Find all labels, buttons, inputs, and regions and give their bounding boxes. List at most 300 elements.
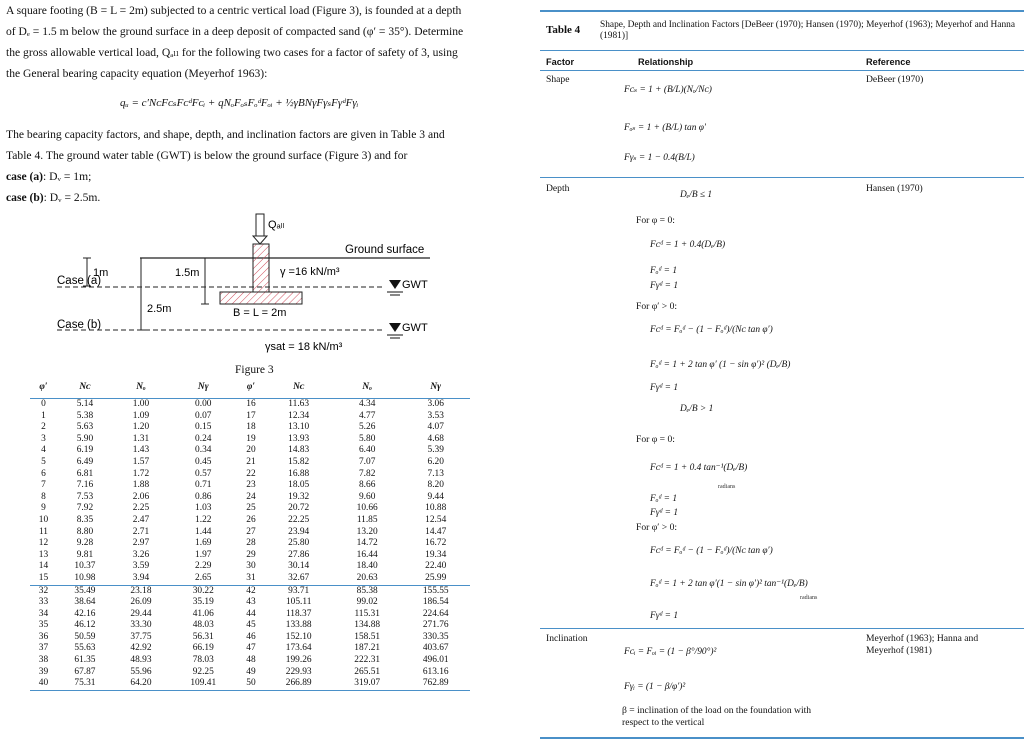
gamma-sat-label: γsat = 18 kN/m³ (265, 341, 343, 353)
footing (220, 292, 302, 304)
table-cell: 33 (38, 597, 49, 608)
table4-title: Table 4 (546, 24, 581, 36)
table-cell: 8.80 (76, 526, 94, 537)
table-cell: 16 (246, 399, 256, 409)
table-cell: 40 (30, 678, 57, 690)
table-row (30, 609, 470, 621)
table-cell: 4.68 (427, 433, 444, 444)
table-cell: 20.72 (288, 503, 310, 514)
table-cell: 1.72 (132, 468, 150, 479)
table-cell: 22.40 (425, 561, 447, 572)
table-cell: 1.97 (195, 549, 212, 560)
table-body (30, 399, 470, 691)
table-cell: 0 (41, 399, 46, 409)
col-header: Nᴄ (57, 376, 113, 399)
table4-rule (540, 628, 1024, 629)
table-cell: 7.16 (76, 480, 94, 491)
table-cell: 48.03 (192, 620, 214, 631)
table-row (30, 620, 470, 632)
table-cell: 67.87 (74, 666, 96, 677)
table-row (30, 561, 470, 573)
table-cell: 21 (246, 456, 256, 467)
table-row (30, 503, 470, 515)
table-cell: 0.15 (195, 422, 212, 433)
table-cell: 16.72 (425, 538, 447, 549)
table-cell: 1.43 (132, 445, 150, 456)
table-cell: 224.64 (422, 608, 449, 619)
table-cell: 27 (246, 526, 256, 537)
table-cell: 2.25 (132, 503, 150, 514)
problem-statement-cont (6, 124, 496, 208)
col-header-relationship: Relationship (638, 57, 694, 67)
eq-fgi: Fγᵢ = (1 − β/φ′)² (624, 682, 686, 692)
table-row (30, 527, 470, 539)
table-cell: 41.06 (192, 608, 214, 619)
table-cell: 105.11 (285, 597, 312, 608)
table-cell: 93.71 (264, 585, 333, 597)
table-cell: 133.88 (285, 620, 312, 631)
table-cell: 266.89 (264, 678, 333, 690)
table-cell: 186.54 (422, 597, 449, 608)
footing-diagram (55, 212, 475, 362)
table-cell: 6 (41, 468, 46, 479)
table-row (30, 445, 470, 457)
table-cell: 1.69 (195, 538, 212, 549)
table-cell: 265.51 (354, 666, 381, 677)
table-cell: 31 (246, 572, 256, 583)
dim-1m-label: 1m (93, 267, 109, 279)
table4-rule (540, 177, 1024, 178)
table-cell: 30.14 (288, 561, 310, 572)
table-cell: 9.60 (358, 491, 376, 502)
table-cell: 50 (238, 678, 265, 690)
table-cell: 7.92 (76, 503, 94, 514)
table-cell: 319.07 (333, 678, 402, 690)
table-cell: 6.40 (358, 445, 376, 456)
table-cell: 5.39 (427, 445, 444, 456)
table-cell: 49 (246, 666, 256, 677)
table-cell: 24 (246, 491, 256, 502)
eq-fgd1: Fγᵈ = 1 (650, 281, 679, 291)
eq-fgs: Fγₛ = 1 − 0.4(B/L) (624, 153, 695, 163)
table-cell: 2.47 (132, 514, 150, 525)
table-cell: 34 (38, 608, 49, 619)
table-cell: 19 (246, 433, 256, 444)
table-row (30, 643, 470, 655)
table-cell: 2.71 (132, 526, 150, 537)
gwt-marker-icon (387, 280, 403, 295)
eq-fcd1: Fᴄᵈ = 1 + 0.4(Dₑ/B) (650, 240, 726, 250)
table-cell: 44 (246, 608, 256, 619)
gamma-label: γ =16 kN/m³ (280, 266, 340, 278)
table-header-row (30, 376, 470, 399)
table-cell: 66.19 (192, 643, 214, 654)
table-cell: 27.86 (288, 549, 310, 560)
table-cell: 48 (246, 655, 256, 666)
eq-fqd3: Fₒᵈ = 1 (650, 494, 678, 504)
table-cell: 271.76 (422, 620, 449, 631)
table-cell: 19.32 (288, 491, 310, 502)
table-cell: 1 (41, 410, 46, 421)
load-arrow-icon (253, 214, 267, 244)
table-cell: 10.37 (74, 561, 96, 572)
table-cell: 3.94 (132, 572, 150, 583)
table-cell: 37 (38, 643, 49, 654)
table-cell: 8.35 (76, 514, 94, 525)
table-cell: 25 (246, 503, 256, 514)
figure-caption: Figure 3 (235, 364, 274, 376)
table-cell: 6.19 (76, 445, 94, 456)
for-phi-positive-1: For φ′ > 0: (636, 301, 678, 312)
table-cell: 78.03 (192, 655, 214, 666)
eq-fqs: Fₒₛ = 1 + (B/L) tan φ′ (624, 123, 706, 133)
case-a-line (6, 166, 496, 187)
reference-shape: DeBeer (1970) (866, 74, 924, 85)
table-cell: 23 (246, 480, 256, 491)
table-cell: 3 (41, 433, 46, 444)
table-cell: 0.71 (195, 480, 212, 491)
problem-line: the General bearing capacity equation (Meyerhof 1963): (6, 67, 268, 80)
table-cell: 10.98 (74, 572, 96, 583)
col-header: Nₒ (113, 376, 169, 399)
table-cell: 5.90 (76, 433, 94, 444)
table-cell: 20.63 (356, 572, 378, 583)
table-cell: 5.26 (358, 422, 376, 433)
ground-surface-label: Ground surface (345, 244, 425, 256)
table-row (30, 573, 470, 585)
table4-top-rule (540, 10, 1024, 12)
row-label-shape: Shape (546, 74, 570, 85)
table-cell: 1.20 (132, 422, 150, 433)
table-cell: 10.88 (425, 503, 447, 514)
table-cell: 0.34 (195, 445, 212, 456)
gwt-label-b: GWT (402, 322, 428, 334)
table-cell: 29.44 (130, 608, 152, 619)
table-cell: 18 (246, 422, 256, 433)
table-cell: 1.00 (132, 399, 150, 409)
table-cell: 50.59 (74, 631, 96, 642)
table-cell: 37.75 (130, 631, 152, 642)
table-cell: 115.31 (354, 608, 380, 619)
table-cell: 46.12 (74, 620, 96, 631)
table-row (30, 399, 470, 411)
table-cell: 496.01 (422, 655, 449, 666)
row-label-depth: Depth (546, 183, 570, 194)
table-cell: 0.07 (195, 410, 212, 421)
gwt-marker-icon (387, 323, 403, 338)
bearing-capacity-factor-table (30, 376, 470, 691)
column (253, 244, 269, 292)
table-cell: 14.47 (425, 526, 447, 537)
table-cell: 25.99 (425, 572, 447, 583)
gwt-label-a: GWT (402, 279, 428, 291)
eq-fcd3: Fᴄᵈ = 1 + 0.4 tan⁻¹(Dₑ/B) (650, 463, 748, 473)
table-cell: 9.81 (76, 549, 94, 560)
table-cell: 9 (41, 503, 46, 514)
eq-fci: Fᴄᵢ = Fₒᵢ = (1 − β°/90°)² (624, 647, 717, 657)
case-b-text: : Dᵥ = 2.5m. (43, 191, 101, 204)
table-cell: 5.14 (76, 399, 94, 409)
table-cell: 3.06 (427, 399, 444, 409)
table-cell: 26 (246, 514, 256, 525)
table-cell: 1.22 (195, 514, 212, 525)
table-cell: 4 (41, 445, 46, 456)
table-cell: 36 (38, 631, 49, 642)
eq-fgd2: Fγᵈ = 1 (650, 383, 679, 393)
table4-rule (540, 50, 1024, 51)
radians-note: radians (800, 595, 818, 601)
eq-cond1: Dₑ/B ≤ 1 (680, 190, 713, 200)
table-cell: 6.20 (427, 456, 444, 467)
table-cell: 118.37 (285, 608, 312, 619)
table-cell: 99.02 (356, 597, 378, 608)
table-cell: 46 (246, 631, 256, 642)
eq-fgd3: Fγᵈ = 1 (650, 508, 679, 518)
table-cell: 2.06 (132, 491, 150, 502)
table-cell: 48.93 (130, 655, 152, 666)
beta-note: β = inclination of the load on the foundation with respect to the vertical (622, 705, 812, 728)
table-cell: 64.20 (113, 678, 169, 690)
table4-description: Shape, Depth and Inclination Factors [DeBeer (1970); Hansen (1970); Meyerhof (1963); Meyerhof and Hanna (1981)] (600, 20, 1015, 41)
table-cell: 35.49 (57, 585, 113, 597)
table-cell: 5.80 (358, 433, 376, 444)
table-cell: 109.41 (169, 678, 238, 690)
table-cell: 18.05 (288, 480, 310, 491)
table-cell: 199.26 (285, 655, 312, 666)
table-cell: 5.38 (76, 410, 94, 421)
table-cell: 61.35 (74, 655, 96, 666)
case-a-text: : Dᵥ = 1m; (43, 170, 92, 183)
table-cell: 55.96 (130, 666, 152, 677)
table-cell: 8.20 (427, 480, 444, 491)
eq-fqd1: Fₒᵈ = 1 (650, 266, 678, 276)
bearing-capacity-equation: qᵤ = c′NᴄFᴄₛFᴄᵈFᴄᵢ + qNₒFₒₛFₒᵈFₒᵢ + ½γBNγFγₛFγᵈFγᵢ (120, 97, 359, 109)
table-cell: 23.18 (113, 585, 169, 597)
table-cell: 11 (38, 526, 48, 537)
table-cell: 7 (41, 480, 46, 491)
table-cell: 55.63 (74, 643, 96, 654)
dim-25m-label: 2.5m (147, 303, 172, 315)
table-cell: 26.09 (130, 597, 152, 608)
table-cell: 5.63 (76, 422, 94, 433)
problem-line: A square footing (B = L = 2m) subjected to a centric vertical load (Figure 3), is founded at a depth (6, 4, 462, 17)
table-cell: 1.57 (132, 456, 150, 467)
problem-statement (6, 0, 496, 84)
table-cell: 2.29 (195, 561, 212, 572)
eq-fqd4: Fₒᵈ = 1 + 2 tan φ′(1 − sin φ′)² tan⁻¹(Dₑ/B) (650, 579, 808, 589)
table-cell: 16.88 (288, 468, 310, 479)
problem-line: of Dₑ = 1.5 m below the ground surface in a deep deposit of compacted sand (φ′ = 35°). Determine (6, 25, 464, 38)
table-row (30, 678, 470, 690)
table-cell: 14.72 (356, 538, 378, 549)
table-cell: 330.35 (422, 631, 449, 642)
table-cell: 229.93 (285, 666, 312, 677)
eq-cond2: Dₑ/B > 1 (680, 404, 714, 414)
table-cell: 0.45 (195, 456, 212, 467)
table-cell: 30.22 (169, 585, 238, 597)
table-cell: 13.10 (288, 422, 310, 433)
table-row (30, 550, 470, 562)
table-cell: 3.26 (132, 549, 150, 560)
footing-label: B = L = 2m (233, 307, 287, 319)
table-row (30, 655, 470, 667)
table-row (30, 434, 470, 446)
table-cell: 32.67 (288, 572, 310, 583)
table-cell: 45 (246, 620, 256, 631)
table-cell: 38 (38, 655, 49, 666)
table-row (30, 469, 470, 481)
case-a-figure-label: Case (a) (57, 275, 102, 287)
table-cell: 7.13 (427, 468, 444, 479)
table-cell: 25.80 (288, 538, 310, 549)
eq-fcd2: Fᴄᵈ = Fₒᵈ − (1 − Fₒᵈ)/(Nᴄ tan φ′) (650, 325, 773, 335)
table-cell: 8 (41, 491, 46, 502)
table-cell: 14 (38, 561, 49, 572)
table-cell: 11.63 (288, 399, 310, 409)
table-cell: 134.88 (354, 620, 381, 631)
table-cell: 0.57 (195, 468, 212, 479)
table-cell: 23.94 (288, 526, 310, 537)
table-cell: 152.10 (285, 631, 312, 642)
table-cell: 9.28 (76, 538, 94, 549)
table-cell: 15 (38, 572, 49, 583)
reference-inclination: Meyerhof (1963); Hanna and Meyerhof (1981) (866, 633, 979, 656)
table-cell: 16.44 (356, 549, 378, 560)
table-cell: 7.82 (358, 468, 376, 479)
table-cell: 22.25 (288, 514, 310, 525)
table-cell: 613.16 (422, 666, 449, 677)
table-cell: 19.34 (425, 549, 447, 560)
table-cell: 42.16 (74, 608, 96, 619)
table-cell: 75.31 (57, 678, 113, 690)
table-cell: 762.89 (401, 678, 470, 690)
table-cell: 4.34 (358, 399, 376, 409)
table-cell: 7.53 (76, 491, 94, 502)
for-phi-zero-2: For φ = 0: (636, 434, 675, 445)
table-row (30, 515, 470, 527)
col-header-factor: Factor (546, 57, 575, 67)
col-header: Nᴄ (264, 376, 333, 399)
table-cell: 2 (41, 422, 46, 433)
col-header: Nγ (169, 376, 238, 399)
table-cell: 43 (246, 597, 256, 608)
table-row (30, 422, 470, 434)
table-cell: 4.77 (358, 410, 376, 421)
table-cell: 14.83 (288, 445, 310, 456)
table-cell: 2.65 (195, 572, 212, 583)
table-cell: 35 (38, 620, 49, 631)
table-row (30, 538, 470, 550)
table-row (30, 667, 470, 679)
table-cell: 158.51 (354, 631, 381, 642)
table-cell: 15.82 (288, 456, 310, 467)
row-label-inclination: Inclination (546, 633, 588, 644)
table-cell: 20 (246, 445, 256, 456)
table-row (30, 411, 470, 423)
case-b-label: case (b) (6, 191, 44, 204)
col-header: φ′ (30, 376, 57, 399)
table-cell: 12.54 (425, 514, 447, 525)
load-label: Qₐₗₗ (268, 219, 285, 231)
table-cell: 1.88 (132, 480, 150, 491)
problem-line: The bearing capacity factors, and shape, depth, and inclination factors are given in Table 3 and (6, 128, 445, 141)
table-cell: 30 (246, 561, 256, 572)
table-cell: 0.24 (195, 433, 212, 444)
table-cell: 7.07 (358, 456, 376, 467)
table-cell: 13 (38, 549, 49, 560)
table-cell: 13.93 (288, 433, 310, 444)
table-row (30, 480, 470, 492)
eq-fcd4: Fᴄᵈ = Fₒᵈ − (1 − Fₒᵈ)/(Nᴄ tan φ′) (650, 546, 773, 556)
table-cell: 1.03 (195, 503, 212, 514)
table-cell: 1.44 (195, 526, 212, 537)
eq-fgd4: Fγᵈ = 1 (650, 611, 679, 621)
table-cell: 5 (41, 456, 46, 467)
case-b-figure-label: Case (b) (57, 319, 102, 331)
col-header: Nγ (401, 376, 470, 399)
table-cell: 1.09 (132, 410, 150, 421)
table-cell: 10 (38, 514, 49, 525)
dim-15m-label: 1.5m (175, 267, 200, 279)
problem-line: the gross allowable vertical load, Qₐₗₗ for the following two cases for a factor of safety of 3, using (6, 46, 458, 59)
table-row (30, 492, 470, 504)
table-row (30, 597, 470, 609)
table-cell: 42.92 (130, 643, 152, 654)
table-cell: 85.38 (333, 585, 402, 597)
table-row (30, 632, 470, 644)
table-cell: 32 (30, 585, 57, 597)
table-cell: 12 (38, 538, 49, 549)
table-cell: 13.20 (356, 526, 378, 537)
table-cell: 11.85 (356, 514, 378, 525)
table-cell: 155.55 (401, 585, 470, 597)
eq-fcs: Fᴄₛ = 1 + (B/L)(Nₒ/Nᴄ) (624, 85, 712, 95)
table-cell: 1.31 (132, 433, 150, 444)
table-cell: 38.64 (74, 597, 96, 608)
table-cell: 4.07 (427, 422, 444, 433)
table-cell: 3.59 (132, 561, 150, 572)
table-cell: 42 (238, 585, 265, 597)
table-cell: 9.44 (427, 491, 444, 502)
table-cell: 403.67 (422, 643, 449, 654)
col-header: Nₒ (333, 376, 402, 399)
table4-rule (540, 70, 1024, 71)
radians-note: radians (718, 484, 736, 490)
eq-fqd2: Fₒᵈ = 1 + 2 tan φ′ (1 − sin φ′)² (Dₑ/B) (650, 360, 791, 370)
table-cell: 10.66 (356, 503, 378, 514)
col-header: φ′ (238, 376, 265, 399)
table-row (30, 457, 470, 469)
problem-line: Table 4. The ground water table (GWT) is below the ground surface (Figure 3) and for (6, 149, 408, 162)
col-header-reference: Reference (866, 57, 911, 67)
table-cell: 33.30 (130, 620, 152, 631)
table-cell: 0.00 (195, 399, 212, 409)
table-cell: 8.66 (358, 480, 376, 491)
figure-3 (55, 212, 475, 377)
table-cell: 6.81 (76, 468, 94, 479)
reference-depth: Hansen (1970) (866, 183, 923, 194)
table-row (30, 585, 470, 597)
table-cell: 35.19 (192, 597, 214, 608)
table-cell: 187.21 (354, 643, 381, 654)
table-cell: 47 (246, 643, 256, 654)
table-cell: 92.25 (192, 666, 214, 677)
case-b-line (6, 187, 496, 208)
table-cell: 39 (38, 666, 49, 677)
table-cell: 12.34 (288, 410, 310, 421)
table-cell: 56.31 (192, 631, 214, 642)
table4-bottom-rule (540, 737, 1024, 739)
